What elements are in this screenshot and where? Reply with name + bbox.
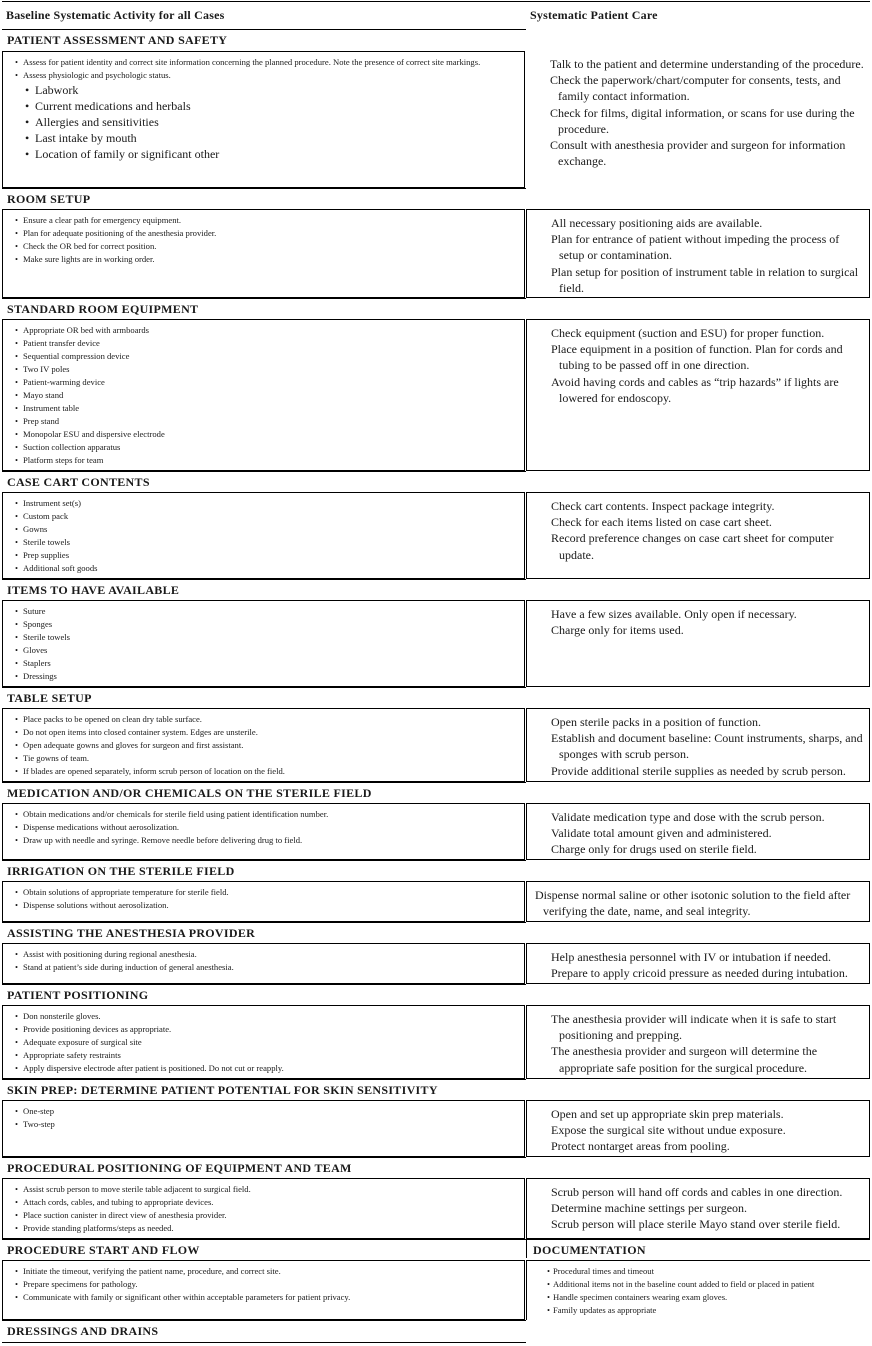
list-item: • Communicate with family or significant other within acceptable parameters for patient privacy. [23, 1291, 518, 1304]
list-item: • Sterile towels [23, 631, 518, 644]
section-right-box [526, 1178, 870, 1239]
section-right-box [526, 319, 870, 471]
section-right-box [526, 803, 870, 860]
care-item: Talk to the patient and determine understanding of the procedure. [550, 57, 864, 71]
list-item: • Two IV poles [23, 363, 518, 376]
list-item: • One-step [23, 1105, 518, 1118]
list-item: • Sponges [23, 618, 518, 631]
care-item: The anesthesia provider will indicate when it is safe to start positioning and prepping. [551, 1012, 837, 1043]
section-right-box [526, 492, 870, 579]
section-title: PROCEDURE START AND FLOW [2, 1239, 526, 1258]
list-item: • Gowns [23, 523, 518, 536]
list-item: • Place packs to be opened on clean dry table surface. [23, 713, 518, 726]
list-item: • Additional items not in the baseline count added to field or placed in patient [553, 1278, 866, 1291]
list-item: • Current medications and herbals [23, 98, 518, 114]
list-item: • Dressings [23, 670, 518, 683]
section-right-box [526, 209, 870, 298]
care-item: All necessary positioning aids are available. [551, 216, 763, 230]
section-left-box [2, 1100, 525, 1157]
list-item: • Two-step [23, 1118, 518, 1131]
list-item: • Appropriate safety restraints [23, 1049, 518, 1062]
list-item: • Assess for patient identity and correct site information concerning the planned procedure. Note the presence of correct site markings. [23, 56, 518, 69]
list-item: • Tie gowns of team. [23, 752, 518, 765]
care-item: Have a few sizes available. Only open if necessary. [551, 607, 797, 621]
care-item: Establish and document baseline: Count instruments, sharps, and sponges with scrub person. [551, 731, 863, 762]
care-item: Provide additional sterile supplies as needed by scrub person. [551, 763, 846, 778]
list-item: • Open adequate gowns and gloves for surgeon and first assistant. [23, 739, 518, 752]
care-item: Open sterile packs in a position of function. [551, 715, 761, 729]
list-item: • Make sure lights are in working order. [23, 253, 518, 266]
care-item: Check for each items listed on case cart sheet. [551, 515, 772, 530]
care-item: Check for films, digital information, or scans for use during the procedure. [550, 105, 855, 136]
section-title: MEDICATION AND/OR CHEMICALS ON THE STERILE FIELD [2, 782, 526, 801]
care-item: Plan setup for position of instrument table in relation to surgical field. [551, 264, 859, 295]
section-title: PATIENT ASSESSMENT AND SAFETY [2, 29, 526, 48]
bottom-rule [2, 1342, 526, 1343]
care-item: Expose the surgical site without undue exposure. [551, 1123, 786, 1138]
section-title: CASE CART CONTENTS [2, 471, 526, 490]
section-right-box [526, 881, 870, 922]
list-item: • Instrument set(s) [23, 497, 518, 510]
list-item: • Attach cords, cables, and tubing to appropriate devices. [23, 1196, 518, 1209]
list-item: • Family updates as appropriate [553, 1304, 866, 1317]
care-item: Charge only for items used. [551, 623, 684, 638]
list-item: • Suction collection apparatus [23, 441, 518, 454]
documentation-box [526, 1260, 870, 1320]
section-title: SKIN PREP: DETERMINE PATIENT POTENTIAL FOR SKIN SENSITIVITY [2, 1079, 526, 1098]
care-item: Validate medication type and dose with the scrub person. [551, 810, 825, 824]
list-item: • Stand at patient’s side during induction of general anesthesia. [23, 961, 518, 974]
care-item: Dispense normal saline or other isotonic solution to the field after verifying the date, name, and seal integrity. [535, 888, 851, 919]
list-item: • Dispense medications without aerosolization. [23, 821, 518, 834]
care-item: Prepare to apply cricoid pressure as needed during intubation. [551, 966, 848, 981]
list-item: • Ensure a clear path for emergency equipment. [23, 214, 518, 227]
list-item: • Custom pack [23, 510, 518, 523]
section-left-box [2, 51, 525, 188]
section-title: DRESSINGS AND DRAINS [2, 1320, 526, 1339]
list-item: • Check the OR bed for correct position. [23, 240, 518, 253]
list-item: • If blades are opened separately, inform scrub person of location on the field. [23, 765, 518, 778]
list-item: • Assist with positioning during regional anesthesia. [23, 948, 518, 961]
section-right-box [526, 51, 870, 188]
list-item: • Prep supplies [23, 549, 518, 562]
section-title: ITEMS TO HAVE AVAILABLE [2, 579, 526, 598]
list-item: • Obtain medications and/or chemicals for sterile field using patient identification number. [23, 808, 518, 821]
list-item: • Assess physiologic and psychologic status. [23, 69, 518, 82]
list-item: • Procedural times and timeout [553, 1265, 866, 1278]
section-right-box [526, 1005, 870, 1079]
care-item: Plan for entrance of patient without impeding the process of setup or contamination. [551, 232, 840, 263]
header-left: Baseline Systematic Activity for all Cases [6, 8, 225, 22]
section-left-box [2, 209, 525, 298]
list-item: • Patient-warming device [23, 376, 518, 389]
list-item: • Patient transfer device [23, 337, 518, 350]
section-title: TABLE SETUP [2, 687, 526, 706]
care-item: Charge only for drugs used on sterile field. [551, 842, 757, 857]
care-item: Check cart contents. Inspect package integrity. [551, 499, 775, 513]
section-title: ASSISTING THE ANESTHESIA PROVIDER [2, 922, 526, 941]
section-right-box [526, 708, 870, 782]
list-item: • Sterile towels [23, 536, 518, 549]
list-item: • Initiate the timeout, verifying the patient name, procedure, and correct site. [23, 1265, 518, 1278]
care-item: Help anesthesia personnel with IV or intubation if needed. [551, 950, 832, 964]
section-title: PATIENT POSITIONING [2, 984, 526, 1003]
care-item: Protect nontarget areas from pooling. [551, 1139, 730, 1154]
list-item: • Suture [23, 605, 518, 618]
list-item: • Staplers [23, 657, 518, 670]
section-right-box [526, 943, 870, 984]
section-left-box [2, 319, 525, 471]
list-item: • Don nonsterile gloves. [23, 1010, 518, 1023]
list-item: • Additional soft goods [23, 562, 518, 575]
care-item: Determine machine settings per surgeon. [551, 1201, 748, 1216]
list-item: • Place suction canister in direct view of anesthesia provider. [23, 1209, 518, 1222]
section-title: PROCEDURAL POSITIONING OF EQUIPMENT AND TEAM [2, 1157, 526, 1176]
section-left-box [2, 492, 525, 579]
care-item: Avoid having cords and cables as “trip hazards” if lights are lowered for endoscopy. [551, 374, 839, 405]
section-title: ROOM SETUP [2, 188, 526, 207]
care-item: Place equipment in a position of function. Plan for cords and tubing to be passed off in one direction. [551, 342, 843, 373]
list-item: • Mayo stand [23, 389, 518, 402]
section-right-box [526, 1100, 870, 1157]
list-item: • Gloves [23, 644, 518, 657]
section-left-box [2, 881, 525, 922]
section-left-box [2, 708, 525, 782]
section-left-box [2, 943, 525, 984]
care-item: Scrub person will place sterile Mayo stand over sterile field. [551, 1217, 841, 1232]
list-item: • Adequate exposure of surgical site [23, 1036, 518, 1049]
top-rule [2, 1, 870, 2]
care-item: The anesthesia provider and surgeon will determine the appropriate safe position for the surgical procedure. [551, 1044, 818, 1075]
list-item: • Obtain solutions of appropriate temperature for sterile field. [23, 886, 518, 899]
list-item: • Dispense solutions without aerosolization. [23, 899, 518, 912]
list-item: • Assist scrub person to move sterile table adjacent to surgical field. [23, 1183, 518, 1196]
care-item: Open and set up appropriate skin prep materials. [551, 1107, 784, 1121]
section-left-box [2, 803, 525, 860]
list-item: • Do not open items into closed container system. Edges are unsterile. [23, 726, 518, 739]
list-item: • Provide positioning devices as appropriate. [23, 1023, 518, 1036]
list-item: • Appropriate OR bed with armboards [23, 324, 518, 337]
section-title: STANDARD ROOM EQUIPMENT [2, 298, 526, 317]
care-item: Check the paperwork/chart/computer for consents, tests, and family contact information. [550, 73, 841, 104]
list-item: • Prepare specimens for pathology. [23, 1278, 518, 1291]
care-item: Scrub person will hand off cords and cables in one direction. [551, 1185, 843, 1199]
list-item: • Provide standing platforms/steps as needed. [23, 1222, 518, 1235]
list-item: • Last intake by mouth [23, 130, 518, 146]
care-item: Consult with anesthesia provider and surgeon for information exchange. [550, 138, 846, 169]
section-right-box [526, 600, 870, 687]
section-title: IRRIGATION ON THE STERILE FIELD [2, 860, 526, 879]
section-left-box [2, 600, 525, 687]
list-item: • Draw up with needle and syringe. Remove needle before delivering drug to field. [23, 834, 518, 847]
care-item: Validate total amount given and administered. [551, 826, 772, 841]
care-item: Record preference changes on case cart sheet for computer update. [551, 531, 834, 562]
list-item: • Location of family or significant other [23, 146, 518, 162]
list-item: • Platform steps for team [23, 454, 518, 467]
list-item: • Apply dispersive electrode after patient is positioned. Do not cut or reapply. [23, 1062, 518, 1075]
list-item: • Prep stand [23, 415, 518, 428]
header-right: Systematic Patient Care [530, 8, 658, 22]
section-left-box [2, 1260, 525, 1320]
list-item: • Sequential compression device [23, 350, 518, 363]
list-item: • Plan for adequate positioning of the anesthesia provider. [23, 227, 518, 240]
list-item: • Monopolar ESU and dispersive electrode [23, 428, 518, 441]
care-item: Check equipment (suction and ESU) for proper function. [551, 326, 825, 340]
list-item: • Allergies and sensitivities [23, 114, 518, 130]
section-left-box [2, 1178, 525, 1239]
section-left-box [2, 1005, 525, 1079]
documentation-title: DOCUMENTATION [526, 1239, 870, 1258]
list-item: • Handle specimen containers wearing exam gloves. [553, 1291, 866, 1304]
list-item: • Instrument table [23, 402, 518, 415]
list-item: • Labwork [23, 82, 518, 98]
